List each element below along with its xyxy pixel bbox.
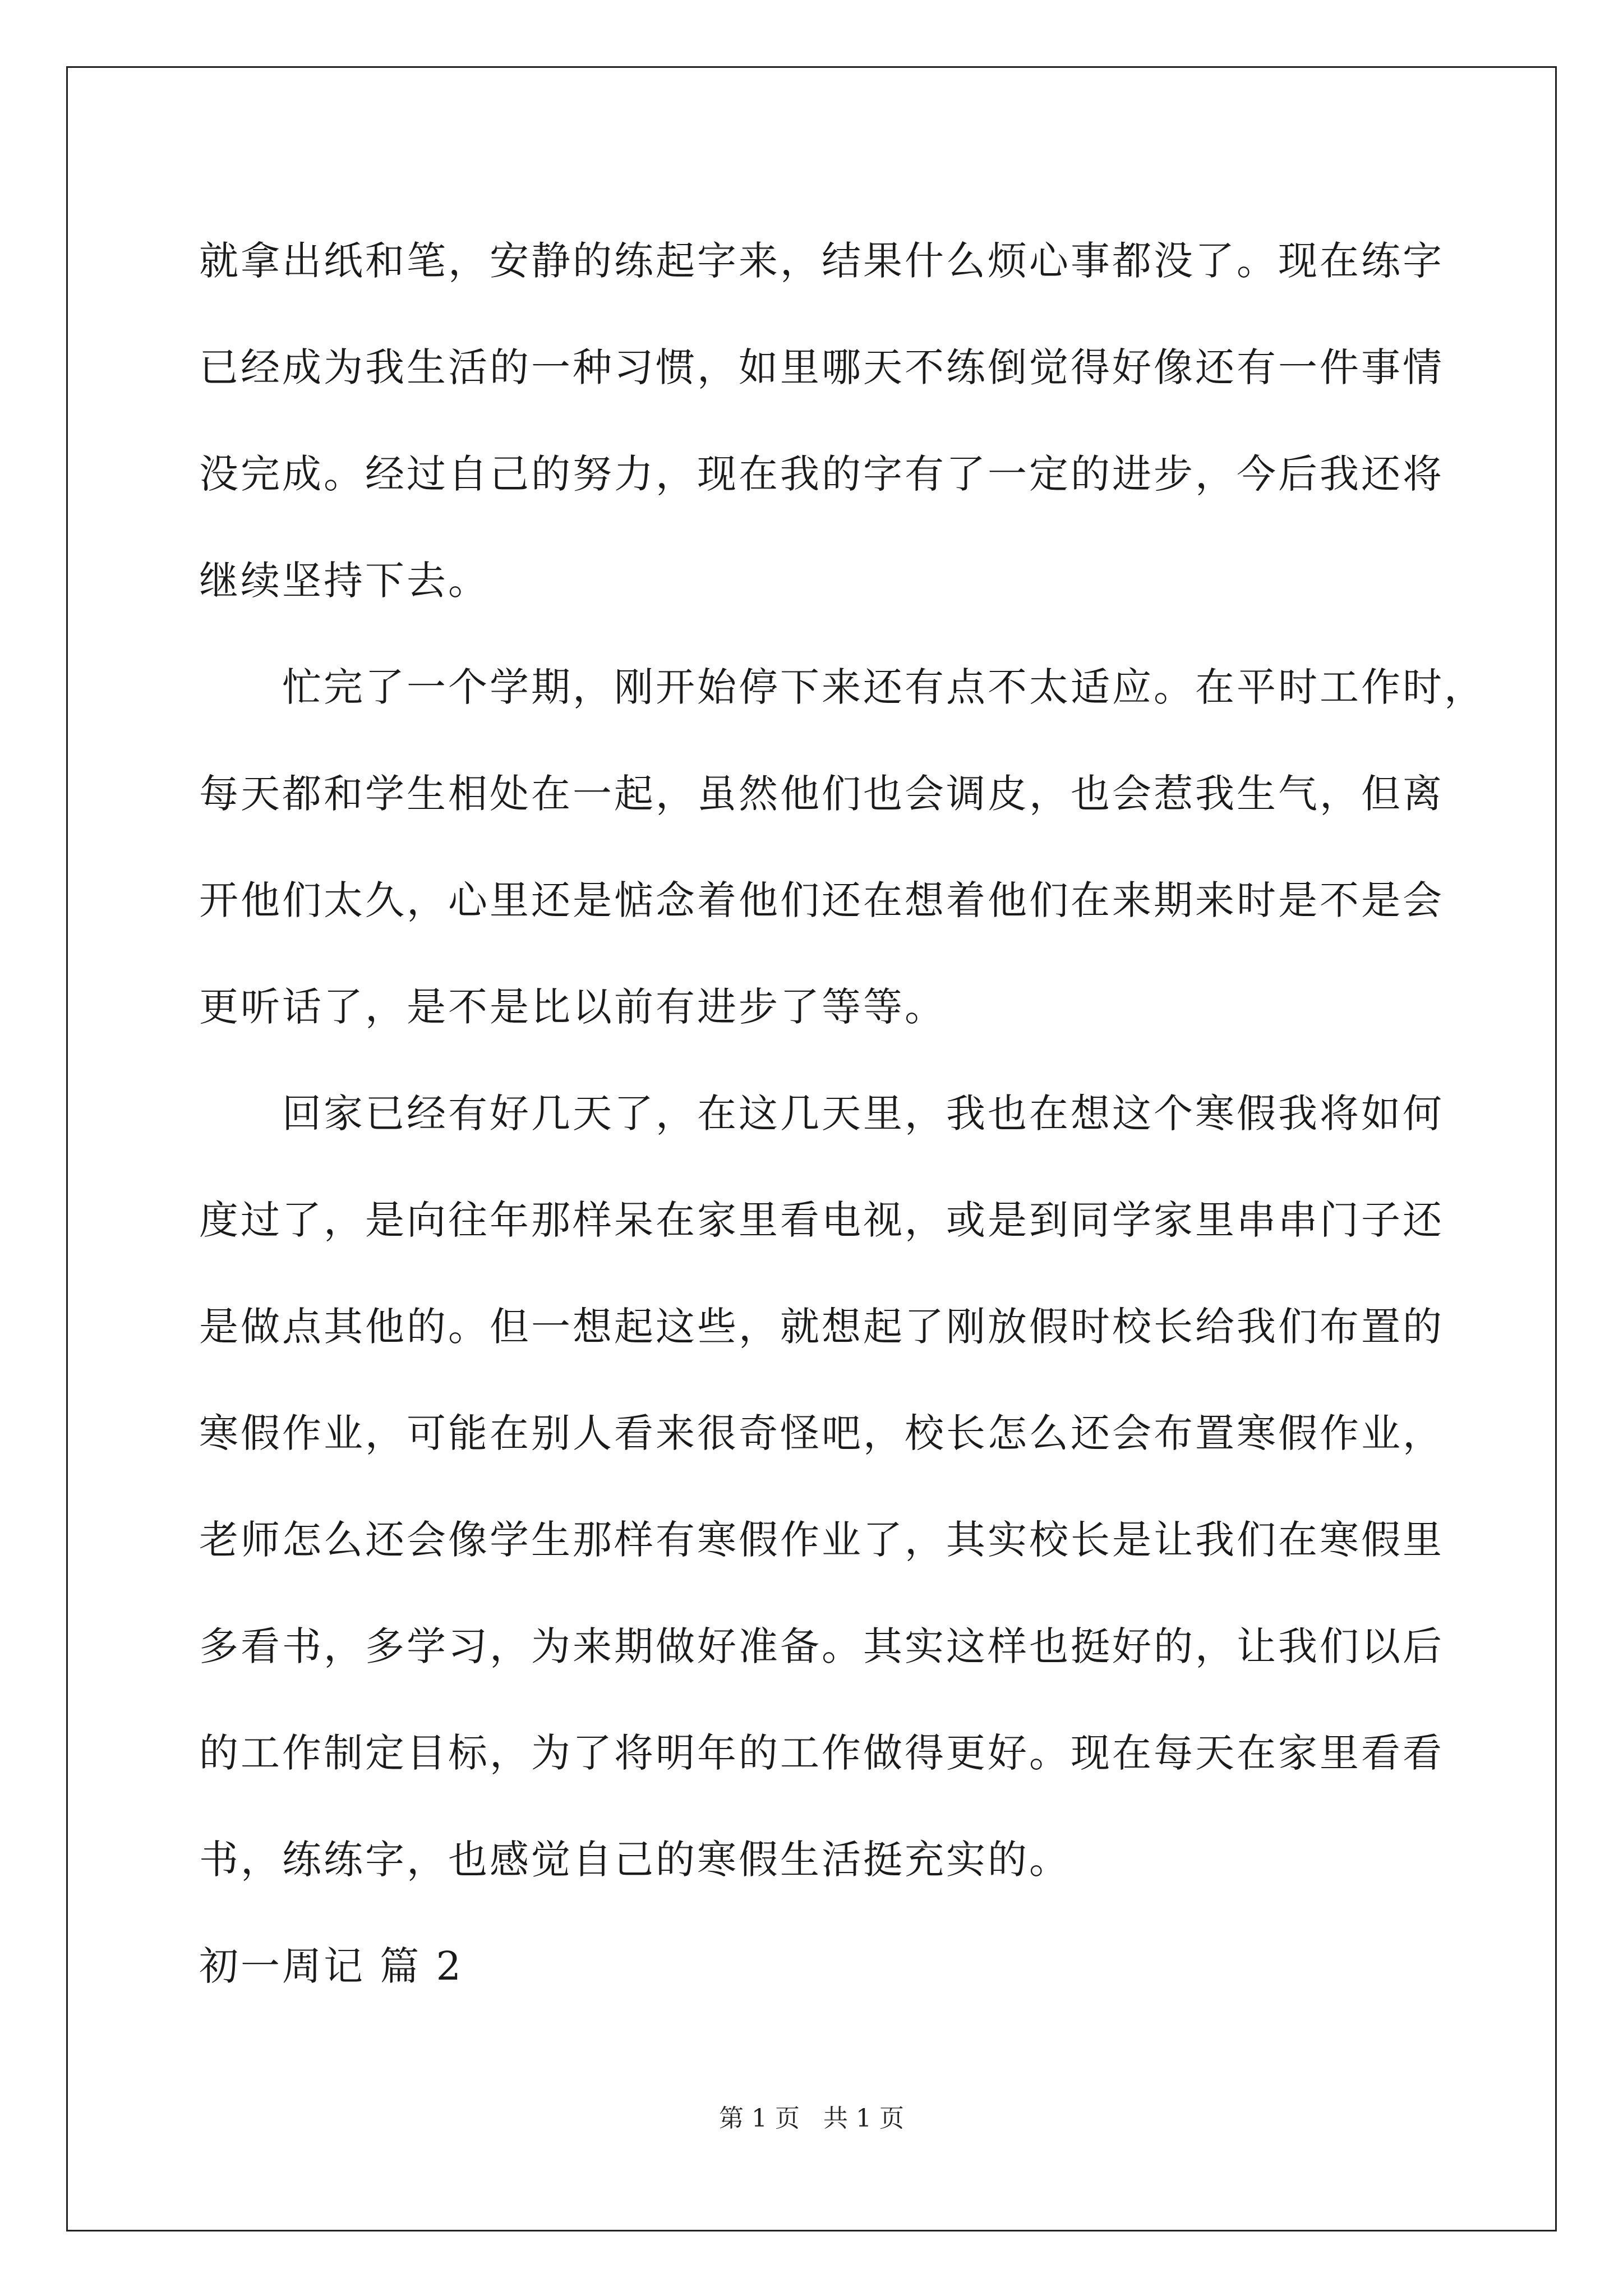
text-line: 寒假作业，可能在别人看来很奇怪吧，校长怎么还会布置寒假作业，	[199, 1410, 1444, 1456]
page-footer: 第 1 页 共 1 页	[719, 2104, 904, 2133]
text-line: 老师怎么还会像学生那样有寒假作业了，其实校长是让我们在寒假里	[199, 1517, 1444, 1563]
text-line: 多看书，多学习，为来期做好准备。其实这样也挺好的，让我们以后	[199, 1623, 1444, 1669]
section-heading: 初一周记 篇 2	[199, 1943, 464, 1989]
text-line: 是做点其他的。但一想起这些，就想起了刚放假时校长给我们布置的	[199, 1304, 1444, 1350]
text-line: 更听话了，是不是比以前有进步了等等。	[199, 984, 946, 1030]
text-line: 回家已经有好几天了，在这几天里，我也在想这个寒假我将如何	[282, 1091, 1444, 1137]
text-line: 每天都和学生相处在一起，虽然他们也会调皮，也会惹我生气，但离	[199, 771, 1444, 817]
text-line: 已经成为我生活的一种习惯，如里哪天不练倒觉得好像还有一件事情	[199, 344, 1444, 390]
text-line: 忙完了一个学期，刚开始停下来还有点不太适应。在平时工作时，	[282, 664, 1486, 710]
text-line: 就拿出纸和笔，安静的练起字来，结果什么烦心事都没了。现在练字	[199, 238, 1444, 284]
text-line: 书，练练字，也感觉自己的寒假生活挺充实的。	[199, 1837, 1071, 1883]
text-line: 度过了，是向往年那样呆在家里看电视，或是到同学家里串串门子还	[199, 1197, 1444, 1243]
text-line: 继续坚持下去。	[199, 558, 490, 604]
text-line: 的工作制定目标，为了将明年的工作做得更好。现在每天在家里看看	[199, 1730, 1444, 1776]
text-line: 开他们太久，心里还是惦念着他们还在想着他们在来期来时是不是会	[199, 877, 1444, 923]
text-line: 没完成。经过自己的努力，现在我的字有了一定的进步，今后我还将	[199, 451, 1444, 497]
document-body	[199, 208, 1486, 2019]
